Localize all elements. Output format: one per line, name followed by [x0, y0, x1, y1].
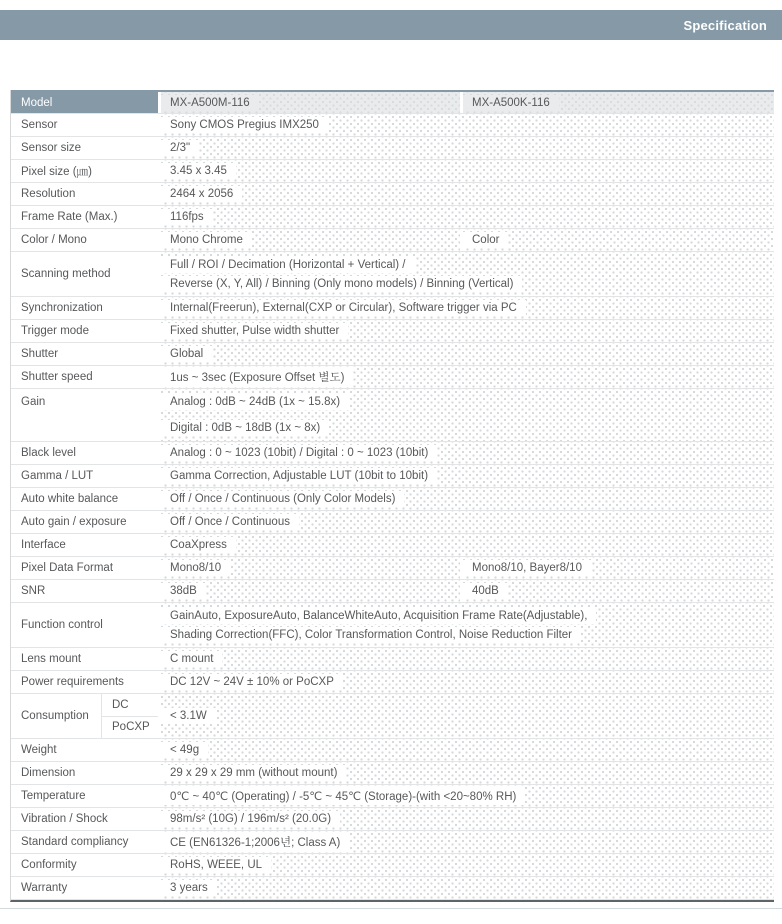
row-label: Color / Mono — [11, 229, 161, 251]
row-label: Shutter — [11, 343, 161, 365]
row-value: Gamma Correction, Adjustable LUT (10bit to 10bit) — [161, 468, 437, 484]
row-value: 2/3" — [161, 140, 199, 156]
row-value-cell — [161, 739, 774, 761]
row-value-line2: Shading Correction(FFC), Color Transformation Control, Noise Reduction Filter — [161, 627, 581, 643]
row-value: DC 12V ~ 24V ± 10% or PoCXP — [161, 674, 343, 690]
row-value-line1: Full / ROI / Decimation (Horizontal + Vertical) / — [161, 257, 415, 273]
value-line — [161, 389, 774, 415]
row-label: Resolution — [11, 183, 161, 205]
row-value-cell — [161, 831, 774, 853]
row-label: Temperature — [11, 785, 161, 807]
row-value: 0℃ ~ 40℃ (Operating) / -5℃ ~ 45℃ (Storage)-(with <20~80% RH) — [161, 787, 525, 805]
table-row-synchronization — [11, 297, 774, 320]
row-label: Vibration / Shock — [11, 808, 161, 830]
row-value-cell-b — [463, 580, 774, 602]
table-row-dimension — [11, 762, 774, 785]
section-header-bar — [0, 10, 782, 40]
row-value-cell — [161, 854, 774, 876]
value-line — [161, 274, 774, 293]
row-value: 116fps — [161, 209, 213, 225]
table-row-shutter-speed — [11, 366, 774, 389]
row-value: Sony CMOS Pregius IMX250 — [161, 117, 328, 133]
row-value-cell — [161, 183, 774, 205]
row-value-cell — [161, 534, 774, 556]
spec-page — [0, 10, 782, 909]
row-value-cell — [161, 252, 774, 296]
row-value-cell — [161, 694, 774, 738]
row-label-model: Model — [11, 92, 161, 113]
table-row-pixel-data-format — [11, 557, 774, 580]
row-value-a: 38dB — [161, 583, 206, 599]
row-label: Function control — [11, 603, 161, 647]
row-value-line2: Digital : 0dB ~ 18dB (1x ~ 8x) — [161, 420, 329, 436]
table-row-model — [11, 90, 774, 114]
page-bottom-divider — [0, 908, 782, 909]
row-value: 3 years — [161, 880, 217, 896]
table-row-conformity — [11, 854, 774, 877]
row-value: 3.45 x 3.45 — [161, 163, 236, 179]
table-row-frame-rate — [11, 206, 774, 229]
row-value-a: Mono8/10 — [161, 560, 230, 576]
row-value: 29 x 29 x 29 mm (without mount) — [161, 765, 346, 781]
row-value-cell — [161, 137, 774, 159]
table-row-gamma-lut — [11, 465, 774, 488]
row-value: RoHS, WEEE, UL — [161, 857, 271, 873]
row-value-cell — [161, 877, 774, 899]
table-row-black-level — [11, 442, 774, 465]
row-value: CE (EN61326-1;2006년; Class A) — [161, 832, 349, 852]
table-row-consumption — [11, 694, 774, 739]
row-value-cell-b — [463, 557, 774, 579]
row-value: 1us ~ 3sec (Exposure Offset 별도) — [161, 367, 353, 387]
table-row-trigger-mode — [11, 320, 774, 343]
model-b-value: MX-A500K-116 — [463, 95, 559, 111]
row-value-cell — [161, 808, 774, 830]
table-row-pixel-size — [11, 160, 774, 183]
row-value-cell — [161, 320, 774, 342]
table-row-function-control — [11, 603, 774, 648]
row-value-line1: Analog : 0dB ~ 24dB (1x ~ 15.8x) — [161, 394, 349, 410]
row-label: Consumption — [11, 694, 101, 738]
row-value-cell — [161, 297, 774, 319]
table-row-auto-white-balance — [11, 488, 774, 511]
row-value: CoaXpress — [161, 537, 236, 553]
row-value-cell-a — [161, 580, 463, 602]
consumption-sub-dc: DC — [112, 698, 129, 711]
row-label: Synchronization — [11, 297, 161, 319]
row-value-cell — [161, 343, 774, 365]
row-label: Weight — [11, 739, 161, 761]
row-value-cell — [161, 603, 774, 647]
table-row-warranty — [11, 877, 774, 900]
table-row-vibration-shock — [11, 808, 774, 831]
table-row-auto-gain-exposure — [11, 511, 774, 534]
row-label: Sensor — [11, 114, 161, 136]
value-line — [161, 606, 774, 625]
table-row-weight — [11, 739, 774, 762]
row-value-b: Color — [463, 232, 508, 248]
row-value-cell-b — [463, 229, 774, 251]
table-row-resolution — [11, 183, 774, 206]
row-value: Off / Once / Continuous — [161, 514, 299, 530]
model-a-cell — [161, 92, 463, 113]
row-value-line2: Reverse (X, Y, All) / Binning (Only mono models) / Binning (Vertical) — [161, 276, 522, 292]
row-label: Conformity — [11, 854, 161, 876]
value-line — [161, 255, 774, 274]
row-label: Auto gain / exposure — [11, 511, 161, 533]
row-value-b: 40dB — [463, 583, 508, 599]
table-row-standard-compliancy — [11, 831, 774, 854]
table-row-temperature — [11, 785, 774, 808]
row-value-cell-a — [161, 557, 463, 579]
row-value-cell — [161, 488, 774, 510]
consumption-sub-pocxp: PoCXP — [102, 716, 158, 739]
table-row-sensor-size — [11, 137, 774, 160]
row-value-cell — [161, 160, 774, 182]
row-label: Dimension — [11, 762, 161, 784]
row-label: Scanning method — [11, 252, 161, 296]
row-value-cell — [161, 465, 774, 487]
table-row-scanning-method — [11, 252, 774, 297]
row-value: < 3.1W — [161, 708, 216, 724]
row-value: 2464 x 2056 — [161, 186, 242, 202]
table-row-snr — [11, 580, 774, 603]
spec-table — [10, 90, 774, 902]
table-row-color-mono — [11, 229, 774, 252]
table-row-interface — [11, 534, 774, 557]
table-row-shutter — [11, 343, 774, 366]
value-line — [161, 625, 774, 644]
row-value: Global — [161, 346, 212, 362]
table-row-lens-mount — [11, 648, 774, 671]
row-value-cell — [161, 762, 774, 784]
row-value: C mount — [161, 651, 222, 667]
row-label: Warranty — [11, 877, 161, 899]
row-label: Auto white balance — [11, 488, 161, 510]
row-value: < 49g — [161, 742, 208, 758]
row-value: Internal(Freerun), External(CXP or Circular), Software trigger via PC — [161, 300, 526, 316]
row-value: Fixed shutter, Pulse width shutter — [161, 323, 348, 339]
consumption-sub-column — [101, 694, 161, 738]
row-value-cell-a — [161, 229, 463, 251]
row-value: Off / Once / Continuous (Only Color Models) — [161, 491, 404, 507]
row-label: Trigger mode — [11, 320, 161, 342]
model-b-cell — [463, 92, 774, 113]
row-label: Shutter speed — [11, 366, 161, 388]
row-value-b: Mono8/10, Bayer8/10 — [463, 560, 591, 576]
row-value: 98m/s² (10G) / 196m/s² (20.0G) — [161, 811, 340, 827]
table-row-gain — [11, 389, 774, 442]
table-row-power-requirements — [11, 671, 774, 694]
row-label: Frame Rate (Max.) — [11, 206, 161, 228]
row-label: Pixel size (㎛) — [11, 160, 161, 182]
value-line — [161, 415, 774, 441]
row-value-cell — [161, 366, 774, 388]
row-value-cell — [161, 648, 774, 670]
row-label: Lens mount — [11, 648, 161, 670]
row-value-a: Mono Chrome — [161, 232, 252, 248]
row-value-cell — [161, 511, 774, 533]
row-value-cell — [161, 389, 774, 441]
section-title: Specification — [683, 17, 767, 33]
row-value-cell — [161, 114, 774, 136]
row-value: Analog : 0 ~ 1023 (10bit) / Digital : 0 ~ 1023 (10bit) — [161, 445, 437, 461]
row-label: Power requirements — [11, 671, 161, 693]
row-label: Gamma / LUT — [11, 465, 161, 487]
table-row-sensor — [11, 114, 774, 137]
row-value-cell — [161, 671, 774, 693]
row-label: Black level — [11, 442, 161, 464]
row-label: Gain — [11, 389, 161, 441]
model-a-value: MX-A500M-116 — [161, 95, 259, 111]
row-label: SNR — [11, 580, 161, 602]
row-label: Standard compliancy — [11, 831, 161, 853]
row-label: Sensor size — [11, 137, 161, 159]
row-value-cell — [161, 785, 774, 807]
row-value-cell — [161, 442, 774, 464]
row-label: Interface — [11, 534, 161, 556]
row-label: Pixel Data Format — [11, 557, 161, 579]
row-value-cell — [161, 206, 774, 228]
row-value-line1: GainAuto, ExposureAuto, BalanceWhiteAuto, Acquisition Frame Rate(Adjustable), — [161, 608, 596, 624]
